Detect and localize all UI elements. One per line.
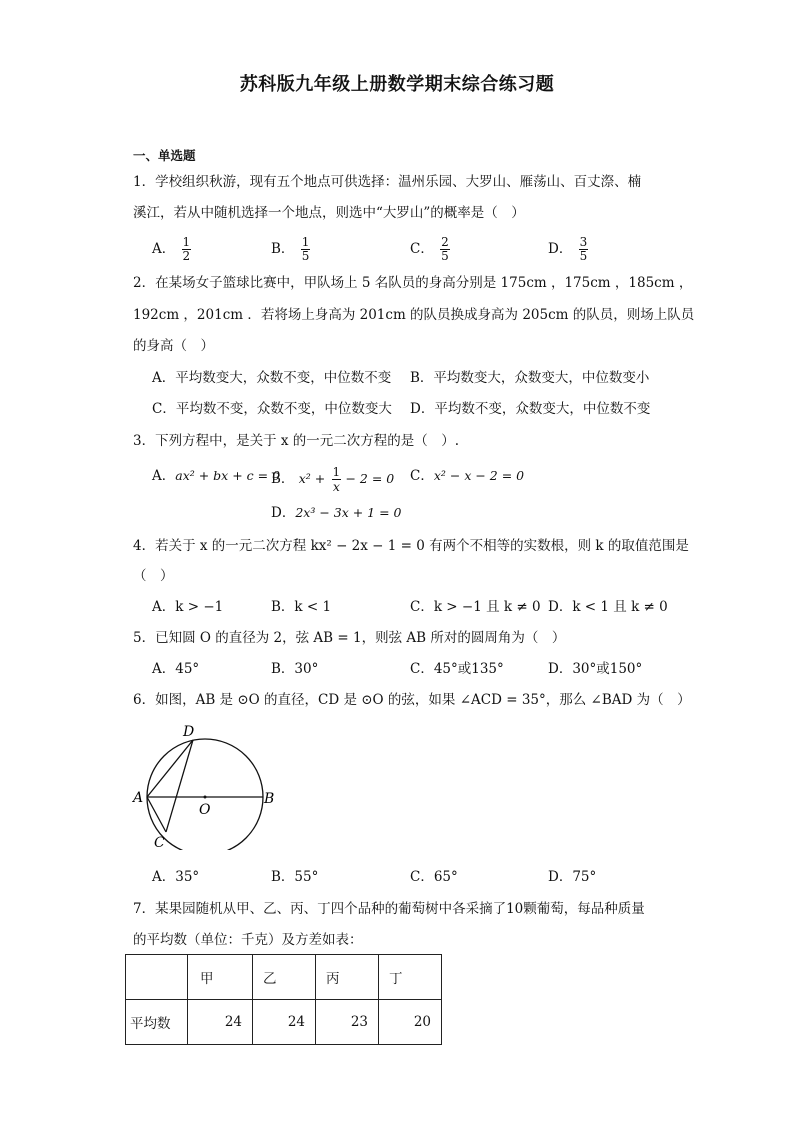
circle-o bbox=[147, 739, 263, 850]
chord-cd bbox=[166, 740, 193, 832]
q3-option-b[interactable]: B． x² + $\frac{1}{x}$ − 2 = 0 bbox=[271, 465, 395, 494]
q1-option-c[interactable] bbox=[410, 236, 450, 263]
label-c: C bbox=[154, 835, 165, 850]
table-header-cell: 丙 bbox=[316, 955, 379, 1000]
table-header-cell: 甲 bbox=[188, 955, 253, 1000]
q6-option-a[interactable]: A．35° bbox=[152, 869, 200, 885]
q4-option-a[interactable]: A．k > −1 bbox=[152, 599, 224, 615]
q2-option-c[interactable]: C．平均数不变，众数不变，中位数变大 bbox=[152, 401, 392, 417]
q7-line2: 的平均数（单位：千克）及方差如表： bbox=[133, 932, 363, 948]
q5-option-c[interactable]: C．45°或135° bbox=[410, 661, 504, 677]
q3-stem: 3．下列方程中，是关于 x 的一元二次方程的是（ ）. bbox=[133, 433, 460, 449]
q2-option-b[interactable]: B．平均数变大，众数变大，中位数变小 bbox=[410, 370, 650, 386]
q1-option-b-fraction: $\frac{1}{5}$ bbox=[301, 235, 310, 263]
q5-option-b[interactable]: B．30° bbox=[271, 661, 319, 677]
section-heading: 一、单选题 bbox=[133, 148, 196, 163]
q5-stem: 5．已知圆 O 的直径为 2，弦 AB = 1，则弦 AB 所对的圆周角为（ ） bbox=[133, 630, 566, 646]
label-a: A bbox=[133, 790, 144, 806]
table-cell: 24 bbox=[188, 1000, 253, 1045]
q3-option-b-fraction: $\frac{1}{x}$ bbox=[332, 465, 341, 494]
q6-stem: 6．如图，AB 是 ⊙O 的直径，CD 是 ⊙O 的弦，如果 ∠ACD = 35°，那么 ∠BAD 为（ ） bbox=[133, 692, 691, 708]
q1-option-b[interactable] bbox=[271, 236, 310, 263]
q2-option-a[interactable]: A．平均数变大，众数不变，中位数不变 bbox=[152, 370, 392, 386]
q2-line3: 的身高（ ） bbox=[133, 338, 214, 354]
q2-line2: 192cm ，201cm ．若将场上身高为 201cm 的队员换成身高为 205cm 的队员，则场上队员 bbox=[133, 307, 695, 323]
q1-line2: 溪江，若从中随机选择一个地点，则选中“大罗山”的概率是（ ） bbox=[133, 205, 525, 221]
q1-option-a-fraction: $\frac{1}{2}$ bbox=[182, 235, 191, 263]
q1-option-d[interactable] bbox=[548, 236, 588, 263]
q1-option-a-label: A． bbox=[152, 241, 176, 257]
q3-option-a[interactable]: A．ax² + bx + c = 0 bbox=[152, 468, 281, 484]
table-row-label: 平均数 bbox=[126, 1000, 188, 1045]
q4-line1: 4．若关于 x 的一元二次方程 kx² − 2x − 1 = 0 有两个不相等的实数根，则 k 的取值范围是 bbox=[133, 538, 689, 554]
q4-option-d[interactable]: D．k < 1 且 k ≠ 0 bbox=[548, 599, 668, 615]
table-header-cell bbox=[126, 955, 188, 1000]
q1-option-a[interactable] bbox=[152, 236, 191, 263]
q1-option-d-fraction: $\frac{3}{5}$ bbox=[579, 235, 588, 263]
table-cell: 24 bbox=[253, 1000, 316, 1045]
q6-option-c[interactable]: C．65° bbox=[410, 869, 458, 885]
q3-option-c[interactable]: C．x² − x − 2 = 0 bbox=[410, 468, 525, 484]
label-b: B bbox=[264, 791, 275, 807]
table-header-cell: 乙 bbox=[253, 955, 316, 1000]
q1-option-d-label: D． bbox=[548, 241, 573, 257]
q7-line1: 7．某果园随机从甲、乙、丙、丁四个品种的葡萄树中各采摘了10颗葡萄，每品种质量 bbox=[133, 901, 645, 917]
q4-option-b[interactable]: B．k < 1 bbox=[271, 599, 332, 615]
q6-option-d[interactable]: D．75° bbox=[548, 869, 597, 885]
q3-option-d[interactable]: D．2x³ − 3x + 1 = 0 bbox=[271, 505, 402, 521]
page-title: 苏科版九年级上册数学期末综合练习题 bbox=[239, 74, 555, 95]
q2-option-d[interactable]: D．平均数不变，众数变大，中位数不变 bbox=[410, 401, 651, 417]
q1-option-c-fraction: $\frac{2}{5}$ bbox=[441, 235, 449, 263]
q1-line1: 1．学校组织秋游，现有五个地点可供选择：温州乐园、大罗山、雁荡山、百丈漈、楠 bbox=[133, 174, 642, 190]
q1-option-c-label: C． bbox=[410, 241, 434, 257]
q5-option-a[interactable]: A．45° bbox=[152, 661, 200, 677]
q1-option-b-label: B． bbox=[271, 241, 295, 257]
circle-diagram bbox=[128, 722, 288, 850]
table-cell: 20 bbox=[379, 1000, 442, 1045]
q2-line1: 2．在某场女子篮球比赛中，甲队场上 5 名队员的身高分别是 175cm ，175cm ，185cm ， bbox=[133, 275, 693, 291]
q6-option-b[interactable]: B．55° bbox=[271, 869, 319, 885]
table-header-cell: 丁 bbox=[379, 955, 442, 1000]
table-row bbox=[126, 1000, 442, 1045]
q4-option-c[interactable]: C．k > −1 且 k ≠ 0 bbox=[410, 599, 541, 615]
label-d: D bbox=[183, 724, 195, 740]
q4-line2: （ ） bbox=[133, 568, 174, 584]
table-cell: 23 bbox=[316, 1000, 379, 1045]
label-o: O bbox=[199, 802, 211, 818]
table-header-row bbox=[126, 955, 442, 1000]
q5-option-d[interactable]: D．30°或150° bbox=[548, 661, 643, 677]
center-point bbox=[204, 796, 207, 799]
variance-table bbox=[125, 954, 442, 1045]
